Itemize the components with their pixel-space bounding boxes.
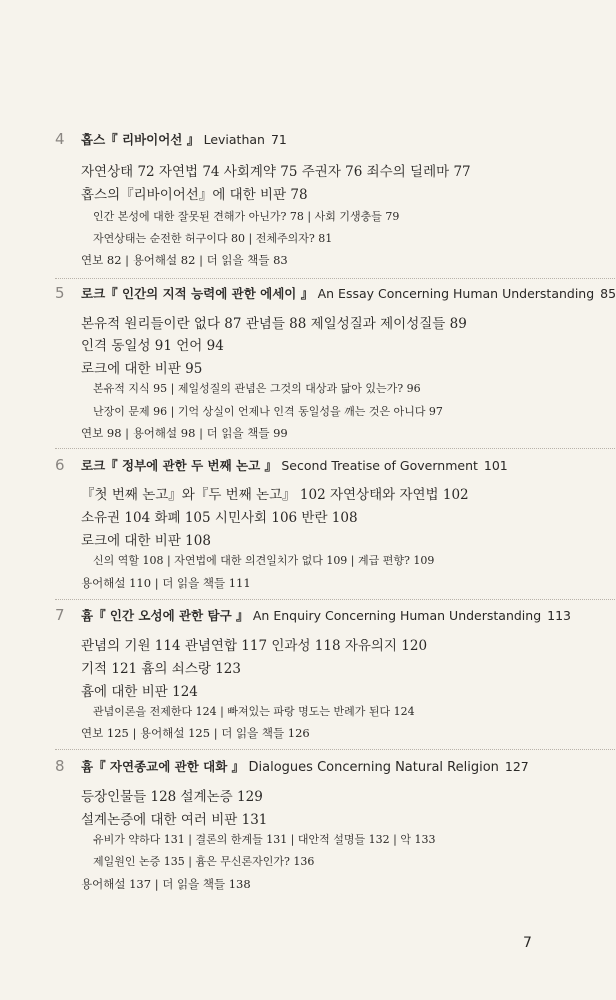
chapter-heading: [55, 757, 585, 779]
toc-entry: 『첫 번째 논고』와『두 번째 논고』 102 자연상태와 자연법 102: [81, 487, 469, 503]
chapter-heading: [55, 130, 585, 152]
chapter-number: 5: [55, 284, 65, 302]
chapter-title: 로크『 정부에 관한 두 번째 논고 』 Second Treatise of Government 101: [81, 458, 508, 473]
chapter-number: 6: [55, 456, 65, 474]
chapter-page: 71: [270, 132, 287, 147]
toc-subentry: 난장이 문제 96 | 기억 상실이 언제나 인격 동일성을 깨는 것은 아니다 97: [93, 405, 443, 418]
toc-subentry: 자연상태는 순전한 허구이다 80 | 전체주의자? 81: [93, 232, 333, 245]
toc-entry: 설계논증에 대한 여러 비판 131: [81, 812, 268, 828]
divider: [55, 278, 615, 279]
divider: [55, 448, 615, 449]
toc-entry: 관념의 기원 114 관념연합 117 인과성 118 자유의지 120: [81, 638, 428, 654]
toc-entry: 본유적 원리들이란 없다 87 관념들 88 제일성질과 제이성질들 89: [81, 316, 467, 332]
chapter-number: 4: [55, 130, 65, 148]
chapter-page: 101: [483, 458, 508, 473]
chapter-title: 로크『 인간의 지적 능력에 관한 에세이 』 An Essay Concerning Human Understanding 85: [81, 286, 616, 301]
toc-appendix: 용어해설 110 | 더 읽을 책들 111: [81, 576, 251, 590]
toc-subentry: 인간 본성에 대한 잘못된 견해가 아닌가? 78 | 사회 기생충들 79: [93, 210, 400, 223]
chapter-8: [55, 757, 585, 891]
toc-entry: 자연상태 72 자연법 74 사회계약 75 주권자 76 죄수의 딜레마 77: [81, 164, 471, 180]
toc-appendix: 연보 125 | 용어해설 125 | 더 읽을 책들 126: [81, 726, 310, 740]
page-number: 7: [523, 935, 532, 951]
toc-entry: 로크에 대한 비판 95: [81, 361, 203, 377]
toc-appendix: 용어해설 137 | 더 읽을 책들 138: [81, 877, 251, 891]
divider: [55, 599, 615, 600]
chapter-english-title: Second Treatise of Government: [281, 458, 478, 473]
toc-entry: 흄에 대한 비판 124: [81, 684, 198, 700]
toc-appendix: 연보 82 | 용어해설 82 | 더 읽을 책들 83: [81, 253, 288, 267]
chapter-title: 흄『 인간 오성에 관한 탐구 』 An Enquiry Concerning Human Understanding 113: [81, 608, 571, 623]
chapter-number: 8: [55, 757, 65, 775]
chapter-6: [55, 456, 585, 590]
toc-subentry: 신의 역할 108 | 자연법에 대한 의견일치가 없다 109 | 계급 편향? 109: [93, 554, 435, 567]
chapter-page: 85: [600, 286, 616, 301]
toc-entry: 등장인물들 128 설계논증 129: [81, 789, 263, 805]
chapter-english-title: An Enquiry Concerning Human Understanding: [252, 608, 542, 623]
divider: [55, 749, 615, 750]
chapter-english-title: An Essay Concerning Human Understanding: [317, 286, 595, 301]
chapter-title: 흄『 자연종교에 관한 대화 』 Dialogues Concerning Natural Religion 127: [81, 759, 529, 775]
chapter-page: 113: [547, 608, 571, 623]
toc-entry: 기적 121 흄의 쇠스랑 123: [81, 661, 241, 677]
toc-subentry: 관념이론을 전제한다 124 | 빠져있는 파랑 명도는 반례가 된다 124: [93, 705, 415, 718]
chapter-heading: [55, 284, 616, 306]
chapter-page: 127: [504, 759, 529, 774]
chapter-english-title: Dialogues Concerning Natural Religion: [248, 760, 499, 775]
chapter-title: 홉스『 리바이어선 』 Leviathan 71: [81, 132, 287, 147]
toc-entry: 홉스의『리바이어선』에 대한 비판 78: [81, 187, 308, 203]
toc-subentry: 유비가 약하다 131 | 결론의 한계들 131 | 대안적 설명들 132 | 악 133: [93, 833, 436, 846]
chapter-5: [55, 284, 616, 440]
chapter-4: [55, 130, 585, 267]
toc-appendix: 연보 98 | 용어해설 98 | 더 읽을 책들 99: [81, 426, 288, 440]
toc-subentry: 제일원인 논증 135 | 흄은 무신론자인가? 136: [93, 855, 315, 868]
chapter-heading: [55, 456, 585, 478]
toc-entry: 소유권 104 화폐 105 시민사회 106 반란 108: [81, 510, 358, 526]
chapter-heading: [55, 606, 585, 628]
chapter-english-title: Leviathan: [203, 132, 265, 147]
toc-entry: 로크에 대한 비판 108: [81, 533, 211, 549]
chapter-number: 7: [55, 606, 65, 624]
toc-subentry: 본유적 지식 95 | 제일성질의 관념은 그것의 대상과 닮아 있는가? 96: [93, 382, 421, 395]
toc-entry: 인격 동일성 91 언어 94: [81, 338, 224, 354]
chapter-7: [55, 606, 585, 740]
